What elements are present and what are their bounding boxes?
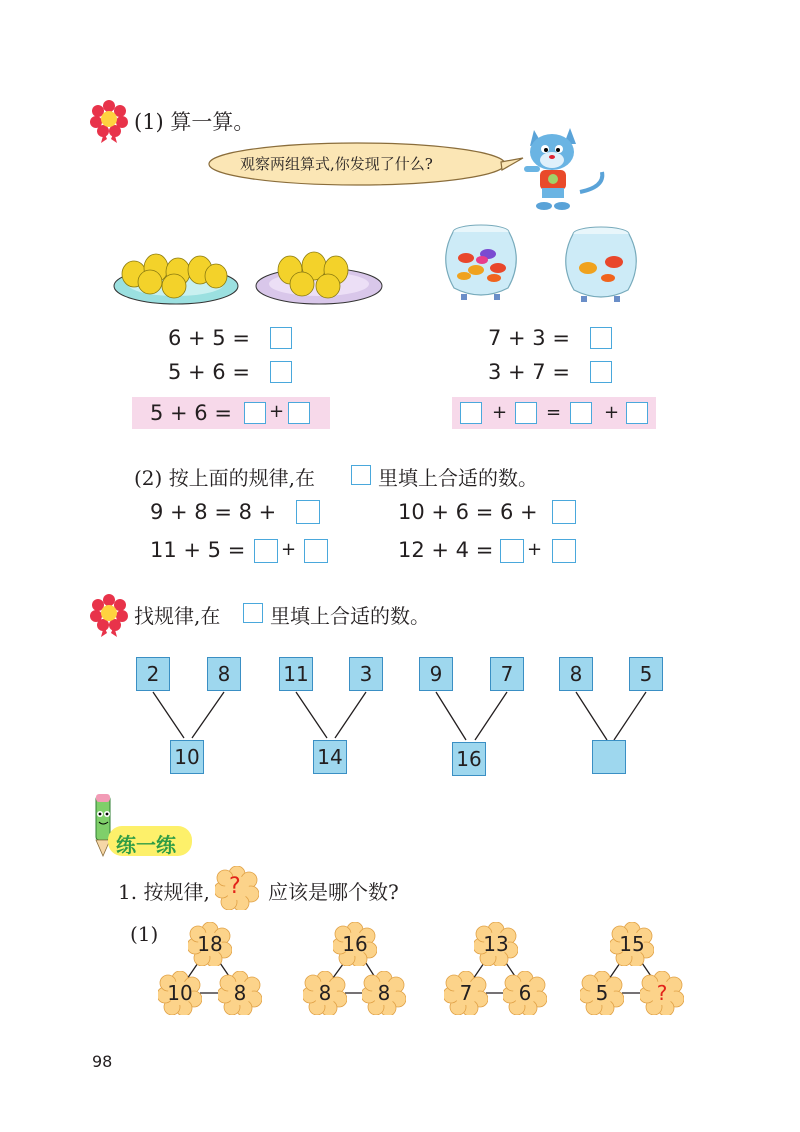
flower-top xyxy=(474,922,518,966)
page-number: 98 xyxy=(92,1052,113,1071)
flower-number: 8 xyxy=(233,981,247,1005)
eq-b: 10 + 6 = 6 + xyxy=(398,500,538,524)
flower-top xyxy=(610,922,654,966)
left-bar-plus: + xyxy=(269,401,285,422)
left-bar-prefix: 5 + 6 = xyxy=(150,401,232,425)
tree3-sum: 16 xyxy=(452,742,486,776)
flower-answer[interactable] xyxy=(640,971,684,1015)
speech-text: 观察两组算式,你发现了什么? xyxy=(240,155,433,173)
flower-number: 18 xyxy=(197,932,223,956)
flower-number: 7 xyxy=(459,981,473,1005)
right-eq2: 3 + 7 = xyxy=(488,360,570,384)
flower-number: 8 xyxy=(318,981,332,1005)
right-eq1: 7 + 3 = xyxy=(488,326,570,350)
eq-c: 11 + 5 = xyxy=(150,538,246,562)
left-eq1: 6 + 5 = xyxy=(168,326,250,350)
flower-left xyxy=(158,971,202,1015)
tree1-sum: 10 xyxy=(170,740,204,774)
tree3-left: 9 xyxy=(419,657,453,691)
flower-top xyxy=(333,922,377,966)
tree4-right: 5 xyxy=(629,657,663,691)
tree2-right: 3 xyxy=(349,657,383,691)
flower-left xyxy=(580,971,624,1015)
tree4-sum-answer[interactable] xyxy=(592,740,626,774)
flower-number: 10 xyxy=(167,981,193,1005)
flower-top xyxy=(188,922,232,966)
flower-number: 5 xyxy=(595,981,609,1005)
left-eq2: 5 + 6 = xyxy=(168,360,250,384)
section1-title: (1) 算一算。 xyxy=(134,110,255,134)
section3-title-end: 里填上合适的数。 xyxy=(270,604,430,628)
flower-number: 8 xyxy=(377,981,391,1005)
flower-number: 13 xyxy=(483,932,509,956)
flower-number: 6 xyxy=(518,981,532,1005)
flower-left xyxy=(303,971,347,1015)
flower-number: 15 xyxy=(619,932,645,956)
eq-c-plus: + xyxy=(281,539,297,560)
q1-mark: ? xyxy=(229,874,241,899)
right-bar-plus2: + xyxy=(604,402,620,423)
tree1-right: 8 xyxy=(207,657,241,691)
flower-number: 16 xyxy=(342,932,368,956)
q1-text-end: 应该是哪个数? xyxy=(268,880,399,904)
right-bar-eq: = xyxy=(546,402,562,423)
section2-title-end: 里填上合适的数。 xyxy=(378,466,538,490)
flower-right xyxy=(503,971,547,1015)
right-bar-plus1: + xyxy=(492,402,508,423)
q1-text: 1. 按规律, xyxy=(118,880,210,904)
flower-left xyxy=(444,971,488,1015)
tree2-left: 11 xyxy=(279,657,313,691)
eq-a: 9 + 8 = 8 + xyxy=(150,500,277,524)
eq-d-plus: + xyxy=(527,539,543,560)
tree1-left: 2 xyxy=(136,657,170,691)
tree3-right: 7 xyxy=(490,657,524,691)
section3-title: 找规律,在 xyxy=(134,604,221,628)
flower-right xyxy=(362,971,406,1015)
flower-right xyxy=(218,971,262,1015)
flower-question-mark: ? xyxy=(656,981,668,1005)
eq-d: 12 + 4 = xyxy=(398,538,494,562)
practice-badge-text: 练一练 xyxy=(116,833,176,857)
tree4-left: 8 xyxy=(559,657,593,691)
sub-label: (1) xyxy=(130,922,159,946)
section2-title: (2) 按上面的规律,在 xyxy=(134,466,316,490)
tree2-sum: 14 xyxy=(313,740,347,774)
